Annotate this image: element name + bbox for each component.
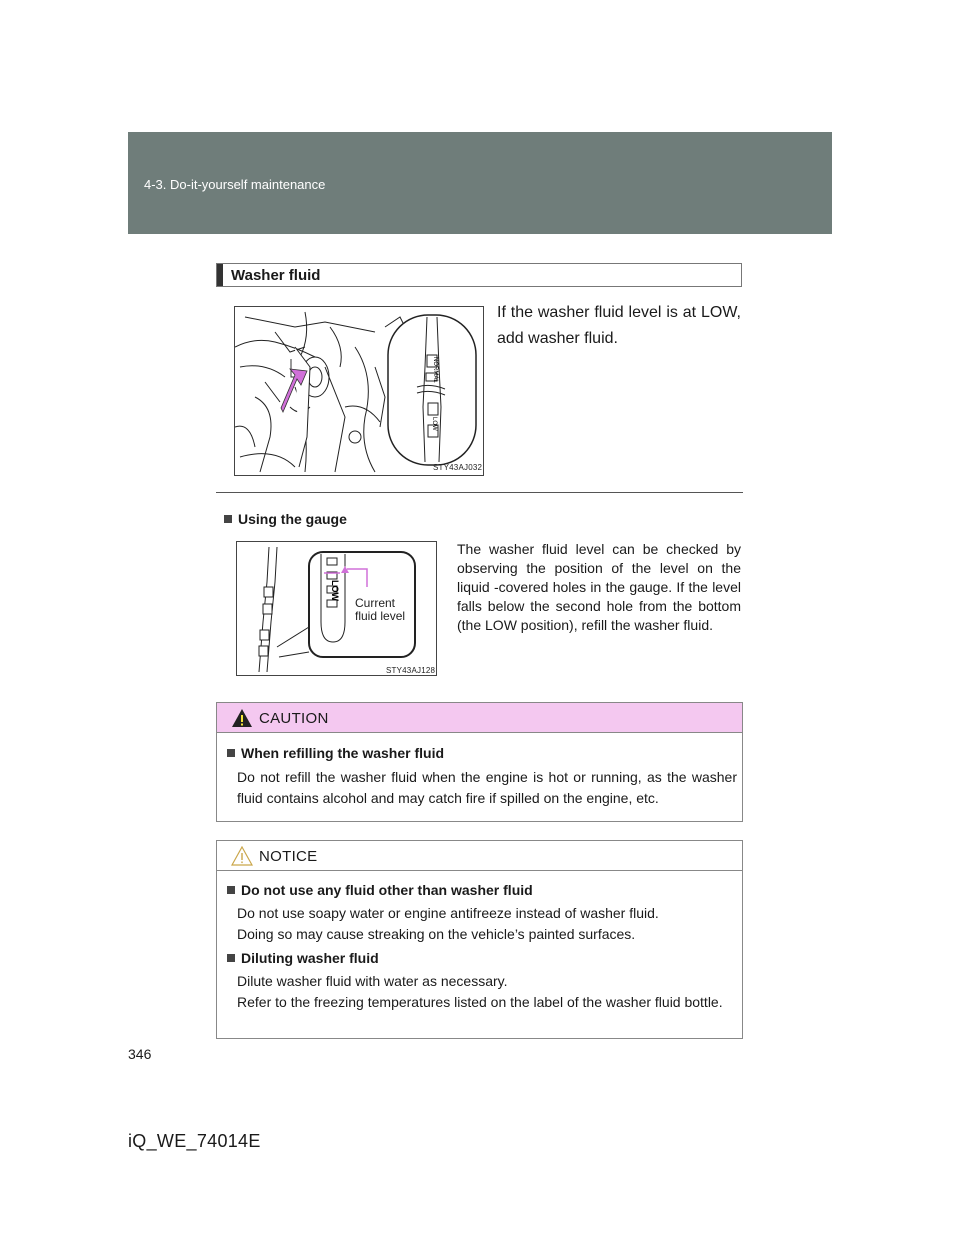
caution-header (217, 703, 742, 733)
engine-bay-illustration (234, 306, 484, 476)
notice-item2-text: Dilute washer fluid with water as necessary. Refer to the freezing temperatures listed on the label of the washer fluid bottle. (237, 973, 723, 1010)
notice-box (216, 840, 743, 1039)
washer-fluid-title-bar (216, 263, 742, 287)
gauge-image-code: STY43AJ128 (386, 666, 436, 675)
section-divider (216, 492, 743, 493)
header-band (128, 132, 832, 234)
gauge-illustration (236, 541, 437, 676)
section-title: 4-3. Do-it-yourself maintenance (144, 177, 326, 192)
washer-intro-text: If the washer fluid level is at LOW, add washer fluid. (497, 304, 741, 347)
gauge-description: The washer fluid level can be checked by observing the position of the level on the liquid -covered holes in the gauge. If the level falls below the second hole from the bottom (the LOW position), refill the washer fluid. (457, 541, 741, 633)
notice-triangle-icon (231, 846, 253, 866)
gauge-low-label: LOW (330, 580, 340, 601)
washer-fluid-title: Washer fluid (231, 267, 321, 284)
square-bullet-icon (227, 954, 235, 962)
caution-item-heading: When refilling the washer fluid (227, 745, 444, 761)
caution-item-text: Do not refill the washer fluid when the engine is hot or running, as the washer fluid contains alcohol and may catch fire if spilled on the engine, etc. (237, 769, 737, 806)
caution-title: CAUTION (259, 710, 329, 727)
gauge-drawing (237, 542, 437, 676)
square-bullet-icon (227, 749, 235, 757)
warning-triangle-icon (231, 708, 253, 728)
using-gauge-heading: Using the gauge (224, 511, 347, 527)
square-bullet-icon (224, 515, 232, 523)
engine-bay-drawing (235, 307, 484, 476)
current-fluid-level-label: Current fluid level (355, 596, 406, 623)
image-code: STY43AJ032 (433, 463, 483, 472)
normal-marking: NORMAL (432, 357, 438, 383)
title-marker (217, 264, 223, 286)
notice-item1-heading: Do not use any fluid other than washer fluid (227, 882, 533, 898)
notice-item1-text: Do not use soapy water or engine antifreeze instead of washer fluid. Doing so may cause streaking on the vehicle’s painted surfaces. (237, 905, 659, 942)
document-code: iQ_WE_74014E (128, 1131, 261, 1151)
low-marking: LOW (431, 417, 437, 431)
page-number: 346 (128, 1046, 152, 1062)
caution-box (216, 702, 743, 822)
square-bullet-icon (227, 886, 235, 894)
notice-title: NOTICE (259, 848, 318, 865)
notice-header (217, 841, 742, 871)
notice-item2-heading: Diluting washer fluid (227, 950, 379, 966)
